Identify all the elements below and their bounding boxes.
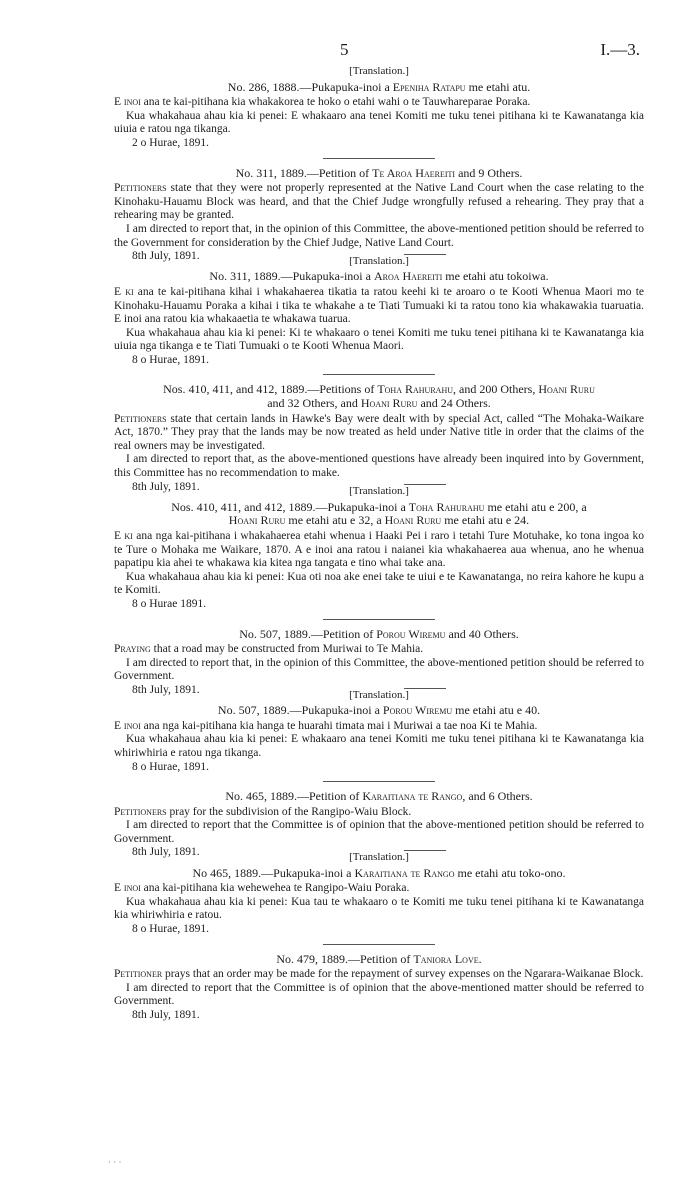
petition-paragraph: E ki ana te kai-pitihana kihai i whakahaerea tikatia ta ratou keehi ki te aroaro o te Kooti Whenua Maori mo te Kinohaku-Hauamu Poraka a kihai i tika te whakahe a te Tiati Tumuaki ki ta ratou tono kia whakawakia tuaruatia. E inoi ana ratou kia whakaaetia te whakawa tuarua.: [114, 285, 644, 326]
paragraph-lead: Petitioners: [114, 412, 167, 425]
report-date: 8th July, 1891.: [132, 250, 200, 263]
section-divider: [323, 619, 435, 620]
section-divider: [323, 781, 435, 782]
section-divider: [323, 944, 435, 945]
paragraph-lead: E ki: [114, 530, 133, 542]
report-paragraph: Kua whakahaua ahau kia ki penei: E whakaaro ana tenei Komiti me tuku tenei pitihana ki te Kawanatanga kia uiuia e ratou nga tikanga.: [114, 109, 644, 136]
report-date: 8th July, 1891.: [132, 1009, 200, 1021]
petition-title: No 465, 1889.—Pukapuka-inoi a Karaitiana te Rango me etahi atu toko-ono.: [192, 865, 566, 880]
petitioner-name: Hoani Ruru: [538, 382, 595, 397]
petition-paragraph: E inoi ana kai-pitihana kia wehewehea te Rangipo-Waiu Poraka.: [114, 882, 410, 895]
section-divider: [323, 374, 435, 375]
report-date: 8th July, 1891.: [132, 683, 200, 696]
petitioner-name: Hoani Ruru: [360, 396, 418, 411]
report-paragraph: I am directed to report that, in the opinion of this Committee, the above-mentioned petition should be referred to Government.: [114, 656, 644, 683]
section-divider: [323, 158, 435, 159]
petition-title: No. 507, 1889.—Pukapuka-inoi a Porou Wiremu me etahi atu e 40.: [217, 703, 541, 718]
petition-title: Hoani Ruru me etahi atu e 32, a Hoani Ruru me etahi atu e 24.: [228, 513, 530, 528]
petitioner-name: Toha Rahurahu: [377, 382, 453, 397]
report-paragraph: Kua whakahaua ahau kia ki penei: E whakaaro ana tenei Komiti me tuku tenei pitihana ki te Kawanatanga kia whiriwhiria e ratou nga tikanga.: [114, 733, 644, 759]
petitioner-name: Toha Rahurahu: [408, 499, 485, 514]
report-date: 8th July, 1891.: [132, 846, 200, 859]
petitioner-name: Aroa Haereiti: [373, 269, 443, 284]
report-date: 8 o Hurae, 1891.: [132, 353, 209, 366]
report-paragraph: Kua whakahaua ahau kia ki penei: Kua oti noa ake enei take te uiui e te Kawanatanga, no reira kahore he kupu a te Komiti.: [114, 570, 644, 597]
petition-paragraph: E ki ana nga kai-pitihana i whakahaerea etahi whenua i Haaki Pei i raro i tetahi Ture Motuhake, ko tona ingoa ko te Ture o Mohaka me Waikare, 1870. A e inoi ana ratou i naianei kia whakahaerea aua whenua, ano he whenua papatipu kia ahei te whakawa kia kitea nga tangata e tino whai take ana.: [114, 530, 644, 570]
report-paragraph: I am directed to report that, as the above-mentioned questions have already been inquired into by Government, this Committee has no recommendation to make.: [114, 453, 644, 480]
page-header: [0, 40, 700, 64]
petitioner-name: Hoani Ruru: [228, 513, 286, 528]
petition-paragraph: Petitioners state that certain lands in Hawke's Bay were dealt with by special Act, called “The Mohaka-Waikare Act, 1870.” They pray that the lands may be now treated as held under Native title in order that the claims of the real owners may be investigated.: [114, 412, 644, 452]
report-paragraph: Kua whakahaua ahau kia ki penei: Ki te whakaaro o tenei Komiti me tuku tenei pitihana ki te Kawanatanga kia uiuia nga tikanga e te Tiati Tumuaki o te Kooti Whenua Maori.: [114, 326, 644, 353]
petition-paragraph: E inoi ana nga kai-pitihana kia hanga te huarahi timata mai i Muriwai a tae noa Ki te Mahia.: [114, 719, 538, 732]
document-body: [114, 65, 644, 1023]
page-number: 5: [340, 40, 349, 59]
translation-label: [Translation.]: [349, 65, 409, 77]
document-reference: I.—3.: [600, 40, 640, 59]
petition-paragraph: Petitioner prays that an order may be made for the repayment of survey expenses on the Ngarara-Waikanae Block.: [114, 968, 644, 981]
paragraph-lead: E inoi: [114, 882, 141, 895]
paragraph-lead: Praying: [114, 643, 151, 656]
petition-paragraph: Praying that a road may be constructed from Muriwai to Te Mahia.: [114, 643, 424, 656]
paragraph-lead: Petitioners: [114, 182, 167, 195]
report-date: 2 o Hurae, 1891.: [132, 136, 209, 149]
report-date: 8th July, 1891.: [132, 480, 200, 493]
report-paragraph: I am directed to report that the Committee is of opinion that the above-mentioned matter should be referred to Government.: [114, 981, 644, 1008]
petition-paragraph: E inoi ana te kai-pitihana kia whakakorea te hoko o etahi wahi o te Tauwhareparae Poraka.: [114, 96, 531, 109]
report-date: 8 o Hurae 1891.: [132, 597, 207, 610]
petition-title: No. 479, 1889.—Petition of Taniora Love.: [276, 951, 482, 966]
translation-label: [Translation.]: [349, 254, 409, 267]
report-date: 8 o Hurae, 1891.: [132, 760, 209, 773]
paragraph-lead: E inoi: [114, 96, 141, 109]
petition-title: Nos. 410, 411, and 412, 1889.—Pukapuka-inoi a Toha Rahurahu me etahi atu e 200, a: [171, 499, 587, 514]
translation-label: [Translation.]: [349, 485, 409, 498]
report-paragraph: I am directed to report that, in the opinion of this Committee, the above-mentioned petition should be referred to the Government for consideration by the Chief Judge, Native Land Court.: [114, 222, 644, 249]
petitioner-name: Karaitiana te Rango: [362, 789, 463, 804]
report-date: 8 o Hurae, 1891.: [132, 923, 209, 936]
petition-title: and 32 Others, and Hoani Ruru and 24 Others.: [267, 396, 491, 411]
petition-title: No. 311, 1889.—Petition of Te Aroa Haereiti and 9 Others.: [235, 165, 523, 180]
petition-title: No. 286, 1888.—Pukapuka-inoi a Epeniha Ratapu me etahi atu.: [227, 79, 531, 94]
petitioner-name: Hoani Ruru: [384, 513, 442, 528]
translation-label: [Translation.]: [349, 851, 409, 864]
footer-mark: · · ·: [108, 1157, 122, 1167]
petitioner-name: Te Aroa Haereiti: [372, 165, 456, 180]
petition-paragraph: Petitioners pray for the subdivision of the Rangipo-Waiu Block.: [114, 805, 412, 818]
paragraph-lead: E inoi: [114, 719, 141, 732]
report-paragraph: Kua whakahaua ahau kia ki penei: Kua tau te whakaaro o te Komiti me tuku tenei pitihana ki te Kawanatanga kia whiriwhiria e ratou.: [114, 895, 644, 922]
petition-paragraph: Petitioners state that they were not properly represented at the Native Land Court when the case relating to the Kinohaku-Hauamu Block was heard, and that the Chief Judge wrongfully refused a rehearing. They pray that a rehearing may be granted.: [114, 182, 644, 222]
paragraph-lead: E ki: [114, 285, 134, 298]
petitioner-name: Karaitiana te Rango: [354, 865, 455, 880]
paragraph-lead: Petitioner: [114, 968, 163, 981]
petitioner-name: Epeniha Ratapu: [392, 79, 466, 94]
petition-title: No. 311, 1889.—Pukapuka-inoi a Aroa Haereiti me etahi atu tokoiwa.: [209, 269, 549, 284]
paragraph-lead: Petitioners: [114, 805, 167, 818]
petitioner-name: Porou Wiremu: [382, 703, 453, 718]
petitioner-name: Taniora Love: [413, 951, 479, 966]
petition-title: Nos. 410, 411, and 412, 1889.—Petitions of Toha Rahurahu, and 200 Others, Hoani Ruru: [163, 382, 595, 397]
petitioner-name: Porou Wiremu: [376, 626, 446, 641]
petition-title: No. 507, 1889.—Petition of Porou Wiremu and 40 Others.: [239, 626, 519, 641]
report-paragraph: I am directed to report that the Committee is of opinion that the above-mentioned petition should be referred to Government.: [114, 819, 644, 845]
translation-label: [Translation.]: [349, 688, 409, 701]
petition-title: No. 465, 1889.—Petition of Karaitiana te Rango, and 6 Others.: [225, 789, 533, 804]
